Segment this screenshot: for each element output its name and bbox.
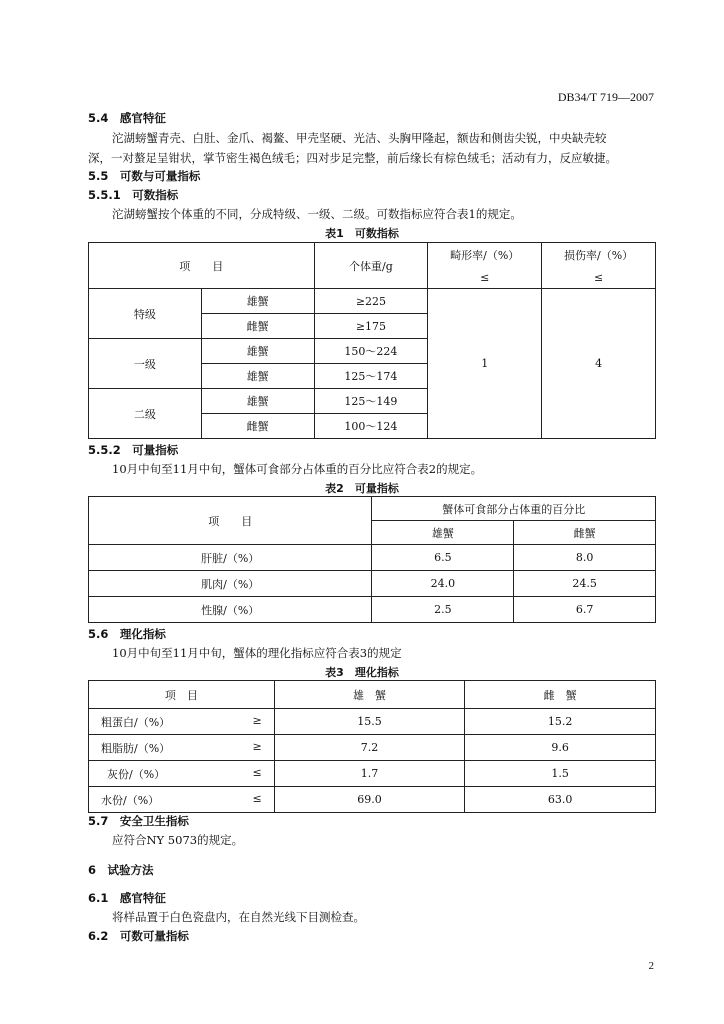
table2-header-female: 雌蟹 — [514, 521, 656, 545]
section-5-5-1-heading: 5.5.1 可数指标 — [88, 188, 179, 202]
table2-male: 2.5 — [372, 597, 514, 623]
section-5-4-para-line1: 沱湖螃蟹青壳、白肚、金爪、褐鳌、甲壳坚硬、光洁、头胸甲隆起，额齿和侧齿尖锐，中央缺壳较 — [112, 131, 607, 145]
table2-female: 24.5 — [514, 571, 656, 597]
table1-caption: 表1 可数指标 — [325, 227, 399, 240]
table1-header-damage-le: ≤ — [593, 271, 604, 284]
table3-header-item: 项 目 — [89, 681, 275, 709]
table3-item: 粗脂肪/（%） — [101, 741, 171, 755]
table3-sym: ≥ — [252, 713, 262, 727]
table3-item: 粗蛋白/（%） — [101, 715, 171, 729]
table3 — [88, 680, 656, 813]
table3-header-male: 雄 蟹 — [274, 681, 465, 709]
section-5-7-para: 应符合NY 5073的规定。 — [112, 833, 244, 847]
section-6-heading: 6 试验方法 — [88, 863, 154, 877]
table1-sex: 雄蟹 — [201, 289, 314, 314]
table1-header-damage — [542, 243, 656, 289]
table2-item: 肝脏/（%） — [89, 545, 372, 571]
table3-female: 1.5 — [465, 761, 656, 787]
table1-sex: 雄蟹 — [201, 364, 314, 389]
table3-item-cell — [89, 735, 275, 761]
table1-weight: ≥225 — [314, 289, 428, 314]
section-5-5-1-para: 沱湖螃蟹按个体重的不同，分成特级、一级、二级。可数指标应符合表1的规定。 — [112, 207, 522, 221]
table2-header-male: 雄蟹 — [372, 521, 514, 545]
table1 — [88, 242, 656, 439]
table2-female: 6.7 — [514, 597, 656, 623]
table2 — [88, 496, 656, 623]
table1-header-item: 项 目 — [89, 243, 315, 289]
table1-weight: 100～124 — [314, 414, 428, 439]
table1-sex: 雌蟹 — [201, 414, 314, 439]
table3-female: 63.0 — [465, 787, 656, 813]
table1-sex: 雌蟹 — [201, 314, 314, 339]
table1-deform-value: 1 — [428, 289, 542, 439]
table1-grade: 特级 — [89, 289, 202, 339]
table3-sym: ≤ — [252, 791, 262, 805]
table3-item: 灰份/（%） — [107, 767, 166, 781]
table3-female: 9.6 — [465, 735, 656, 761]
table3-caption: 表3 理化指标 — [325, 666, 399, 679]
table2-male: 24.0 — [372, 571, 514, 597]
table3-male: 7.2 — [274, 735, 465, 761]
table3-sym: ≤ — [252, 765, 262, 779]
table3-item: 水份/（%） — [101, 793, 160, 807]
table3-item-cell — [89, 787, 275, 813]
table3-header-female: 雌 蟹 — [465, 681, 656, 709]
section-5-5-2-para: 10月中旬至11月中旬，蟹体可食部分占体重的百分比应符合表2的规定。 — [112, 462, 483, 476]
page-number: 2 — [648, 960, 654, 972]
table1-weight: 125～174 — [314, 364, 428, 389]
section-5-6-para: 10月中旬至11月中旬，蟹体的理化指标应符合表3的规定 — [112, 646, 402, 660]
section-6-2-heading: 6.2 可数可量指标 — [88, 929, 189, 943]
table2-item: 肌肉/（%） — [89, 571, 372, 597]
table3-item-cell — [89, 761, 275, 787]
table2-male: 6.5 — [372, 545, 514, 571]
table2-header-group: 蟹体可食部分占体重的百分比 — [372, 497, 656, 521]
table1-header-damage-label: 损伤率/（%） — [563, 249, 634, 262]
section-5-4-para-line2: 深，一对螯足呈钳状，掌节密生褐色绒毛；四对步足完整，前后缘长有棕色绒毛；活动有力，反应敏捷。 — [88, 151, 617, 165]
table2-female: 8.0 — [514, 545, 656, 571]
table1-header-deform-le: ≤ — [480, 271, 490, 284]
section-5-4-heading: 5.4 感官特征 — [88, 111, 166, 125]
table1-header-weight: 个体重/g — [314, 243, 428, 289]
table3-sym: ≥ — [252, 739, 262, 753]
table3-male: 1.7 — [274, 761, 465, 787]
table3-item-cell — [89, 709, 275, 735]
section-5-5-2-heading: 5.5.2 可量指标 — [88, 443, 179, 457]
table1-sex: 雄蟹 — [201, 339, 314, 364]
section-5-7-heading: 5.7 安全卫生指标 — [88, 814, 189, 828]
table1-header-deform — [428, 243, 542, 289]
table1-damage-value: 4 — [542, 289, 656, 439]
table1-weight: ≥175 — [314, 314, 428, 339]
section-5-5-heading: 5.5 可数与可量指标 — [88, 169, 201, 183]
table1-sex: 雄蟹 — [201, 389, 314, 414]
table3-female: 15.2 — [465, 709, 656, 735]
table3-male: 15.5 — [274, 709, 465, 735]
table1-weight: 150～224 — [314, 339, 428, 364]
table2-header-item: 项 目 — [89, 497, 372, 545]
table1-grade: 二级 — [89, 389, 202, 439]
table3-male: 69.0 — [274, 787, 465, 813]
section-5-6-heading: 5.6 理化指标 — [88, 627, 166, 641]
section-6-1-para: 将样品置于白色瓷盘内，在自然光线下目测检查。 — [112, 910, 365, 924]
document-number: DB34/T 719—2007 — [557, 90, 654, 104]
table2-item: 性腺/（%） — [89, 597, 372, 623]
section-6-1-heading: 6.1 感官特征 — [88, 891, 166, 905]
table1-header-deform-label: 畸形率/（%） — [450, 249, 520, 262]
table2-caption: 表2 可量指标 — [325, 482, 399, 495]
table1-weight: 125～149 — [314, 389, 428, 414]
table1-grade: 一级 — [89, 339, 202, 389]
